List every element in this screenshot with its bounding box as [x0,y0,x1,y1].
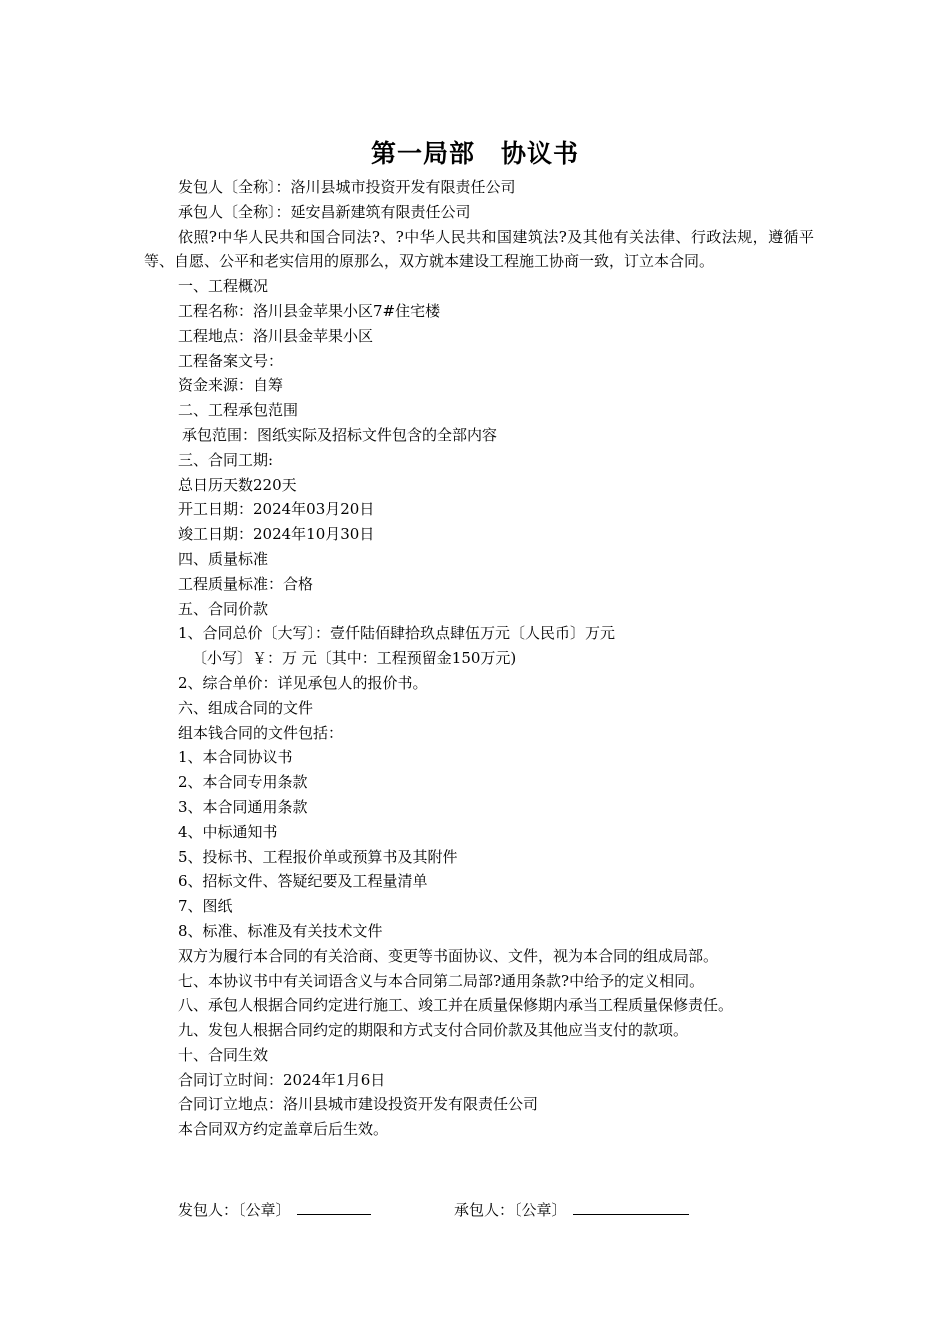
start-date: 开工日期：2024年03月20日 [178,500,375,519]
document-item: 2、本合同专用条款 [178,773,308,792]
unit-price: 2、综合单价：详见承包人的报价书。 [178,673,428,692]
documents-intro: 组本钱合同的文件包括： [178,723,344,742]
section-heading-5: 五、合同价款 [178,599,269,618]
section-heading-10: 十、合同生效 [178,1045,269,1064]
employer-signature-label: 发包人：〔公章〕 [178,1201,291,1219]
contractor-signature-blank [573,1200,689,1215]
total-days: 总日历天数220天 [178,475,297,494]
contractor-signature-label: 承包人：〔公章〕 [454,1201,567,1219]
section-heading-2: 二、工程承包范围 [178,401,299,420]
employer-signature-blank [297,1200,371,1215]
document-item: 7、图纸 [178,897,233,916]
effect-clause: 本合同双方约定盖章后后生效。 [178,1120,389,1139]
document-item: 4、中标通知书 [178,822,278,841]
document-body [144,175,814,1142]
signing-date: 合同订立时间：2024年1月6日 [178,1070,386,1089]
contractor-signature [454,1198,689,1222]
contract-scope: 承包范围：图纸实际及招标文件包含的全部内容 [182,425,498,444]
contractor-line: 承包人〔全称〕：延安昌新建筑有限责任公司 [178,202,471,221]
funding-source: 资金来源：自筹 [178,376,284,395]
document-item: 6、招标文件、答疑纪要及工程量清单 [178,872,428,891]
section-heading-4: 四、质量标准 [178,549,269,568]
quality-standard: 工程质量标准：合格 [178,574,314,593]
contract-total-small: 〔小写〕￥：万 元〔其中：工程预留金150万元) [192,649,517,668]
project-location: 工程地点：洛川县金苹果小区 [178,326,374,345]
employer-line: 发包人〔全称〕：洛川县城市投资开发有限责任公司 [178,178,516,196]
document-item: 1、本合同协议书 [178,748,293,767]
section-heading-1: 一、工程概况 [178,277,269,296]
employer-signature [178,1198,371,1222]
page-title: 第一局部 协议书 [370,139,579,168]
contract-total-caps: 1、合同总价〔大写〕：壹仟陆佰肆拾玖点肆伍万元〔人民币〕万元 [178,624,616,643]
project-name: 工程名称：洛川县金苹果小区7#住宅楼 [178,301,441,320]
document-item: 5、投标书、工程报价单或预算书及其附件 [178,847,458,866]
document-item: 8、标准、标准及有关技术文件 [178,921,383,940]
signing-place: 合同订立地点：洛川县城市建设投资开发有限责任公司 [178,1095,539,1114]
project-filing-number: 工程备案文号： [178,351,284,370]
section-7: 七、本协议书中有关词语含义与本合同第二局部?通用条款?中给予的定义相同。 [178,971,705,990]
basis-paragraph: 依照?中华人民共和国合同法?、?中华人民共和国建筑法?及其他有关法律、行政法规，遵循平等、自愿、公平和老实信用的原那么，双方就本建设工程施工协商一致，订立本合同。 [144,227,814,271]
document-item: 3、本合同通用条款 [178,797,308,816]
documents-note: 双方为履行本合同的有关洽商、变更等书面协议、文件，视为本合同的组成局部。 [178,946,719,965]
completion-date: 竣工日期：2024年10月30日 [178,525,375,544]
section-8: 八、承包人根据合同约定进行施工、竣工并在质量保修期内承当工程质量保修责任。 [178,996,734,1015]
section-9: 九、发包人根据合同约定的期限和方式支付合同价款及其他应当支付的款项。 [178,1021,689,1040]
section-heading-6: 六、组成合同的文件 [178,698,314,717]
section-heading-3: 三、合同工期: [178,450,274,469]
